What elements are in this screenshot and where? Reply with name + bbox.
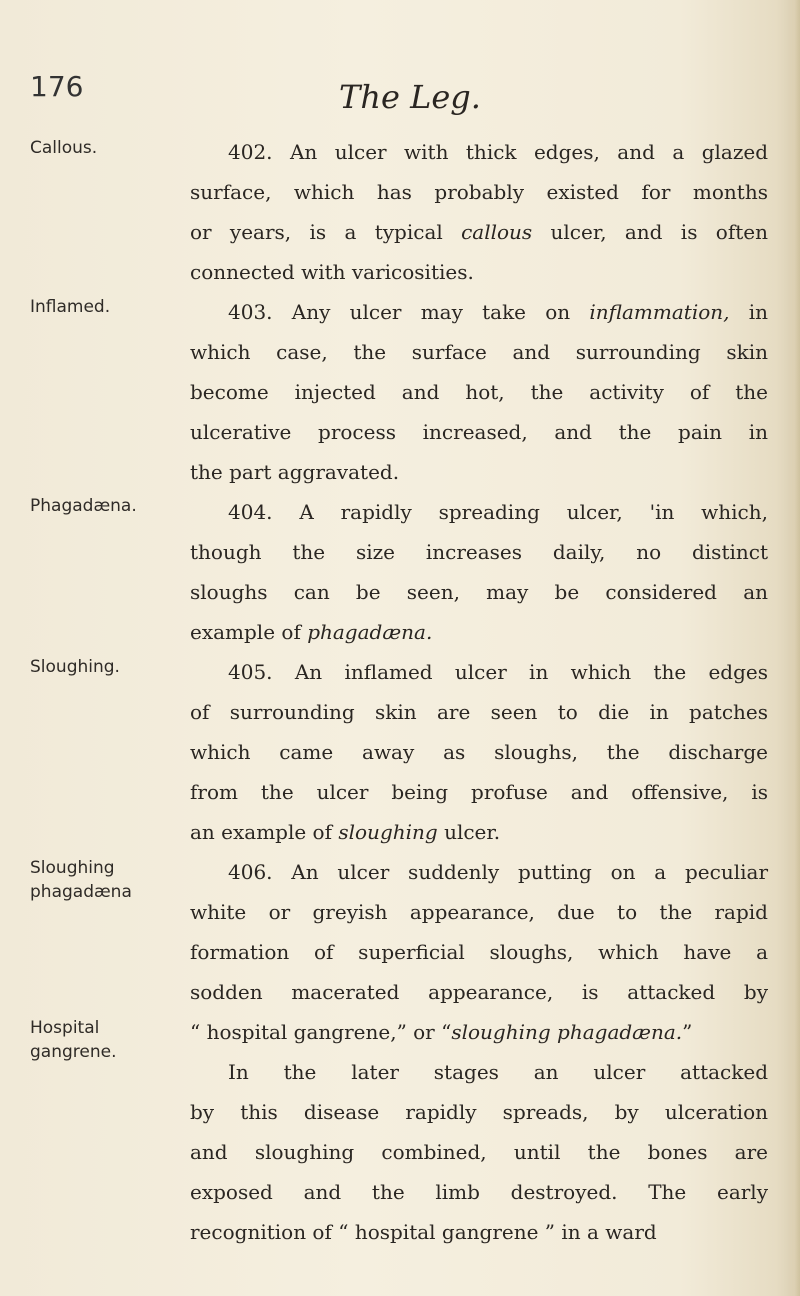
text-line: recognition of “ hospital gangrene ” in a ward bbox=[190, 1220, 657, 1244]
text-line: “ hospital gangrene,” or “sloughing phagadæna.” bbox=[190, 1020, 693, 1044]
body-text bbox=[190, 132, 768, 1252]
text-line: 402. An ulcer with thick edges, and a glazed bbox=[228, 140, 768, 164]
text-line: become injected and hot, the activity of the bbox=[190, 380, 768, 404]
text-line: the part aggravated. bbox=[190, 460, 400, 484]
text-line: by this disease rapidly spreads, by ulceration bbox=[190, 1100, 768, 1124]
page-number: 176 bbox=[30, 70, 84, 103]
text-line: ulcerative process increased, and the pain in bbox=[190, 420, 768, 444]
text-line: 403. Any ulcer may take on inflammation, in bbox=[228, 300, 768, 324]
text-line: of surrounding skin are seen to die in patches bbox=[190, 700, 768, 724]
text-line: surface, which has probably existed for months bbox=[190, 180, 768, 204]
margin-note-phagadaena: Phagadæna. bbox=[30, 496, 137, 516]
text-line: or years, is a typical callous ulcer, and is often bbox=[190, 220, 768, 244]
margin-note-hospital-gangrene: Hospital gangrene. bbox=[30, 1018, 117, 1062]
text-line: formation of superficial sloughs, which have a bbox=[190, 940, 768, 964]
text-line: white or greyish appearance, due to the rapid bbox=[190, 900, 768, 924]
text-line: though the size increases daily, no distinct bbox=[190, 540, 768, 564]
page-edge-shadow bbox=[786, 0, 800, 1296]
text-line: which came away as sloughs, the discharge bbox=[190, 740, 768, 764]
text-line: 405. An inflamed ulcer in which the edges bbox=[228, 660, 768, 684]
text-line: which case, the surface and surrounding skin bbox=[190, 340, 768, 364]
text-line: exposed and the limb destroyed. The early bbox=[190, 1180, 768, 1204]
text-line: connected with varicosities. bbox=[190, 260, 474, 284]
text-line: from the ulcer being profuse and offensive, is bbox=[190, 780, 768, 804]
text-line: and sloughing combined, until the bones are bbox=[190, 1140, 768, 1164]
text-line: In the later stages an ulcer attacked bbox=[228, 1060, 768, 1084]
margin-note-inflamed: Inflamed. bbox=[30, 297, 111, 317]
margin-note-sloughing: Sloughing. bbox=[30, 657, 120, 677]
text-line: sodden macerated appearance, is attacked by bbox=[190, 980, 768, 1004]
text-line: example of phagadæna. bbox=[190, 620, 433, 644]
text-line: 404. A rapidly spreading ulcer, 'in which, bbox=[228, 500, 768, 524]
text-line: sloughs can be seen, may be considered an bbox=[190, 580, 768, 604]
text-line: an example of sloughing ulcer. bbox=[190, 820, 501, 844]
running-title: The Leg. bbox=[339, 78, 481, 116]
margin-note-sloughing-phagadaena: Sloughing phagadæna bbox=[30, 858, 132, 902]
text-line: 406. An ulcer suddenly putting on a peculiar bbox=[228, 860, 768, 884]
margin-note-callous: Callous. bbox=[30, 138, 98, 158]
